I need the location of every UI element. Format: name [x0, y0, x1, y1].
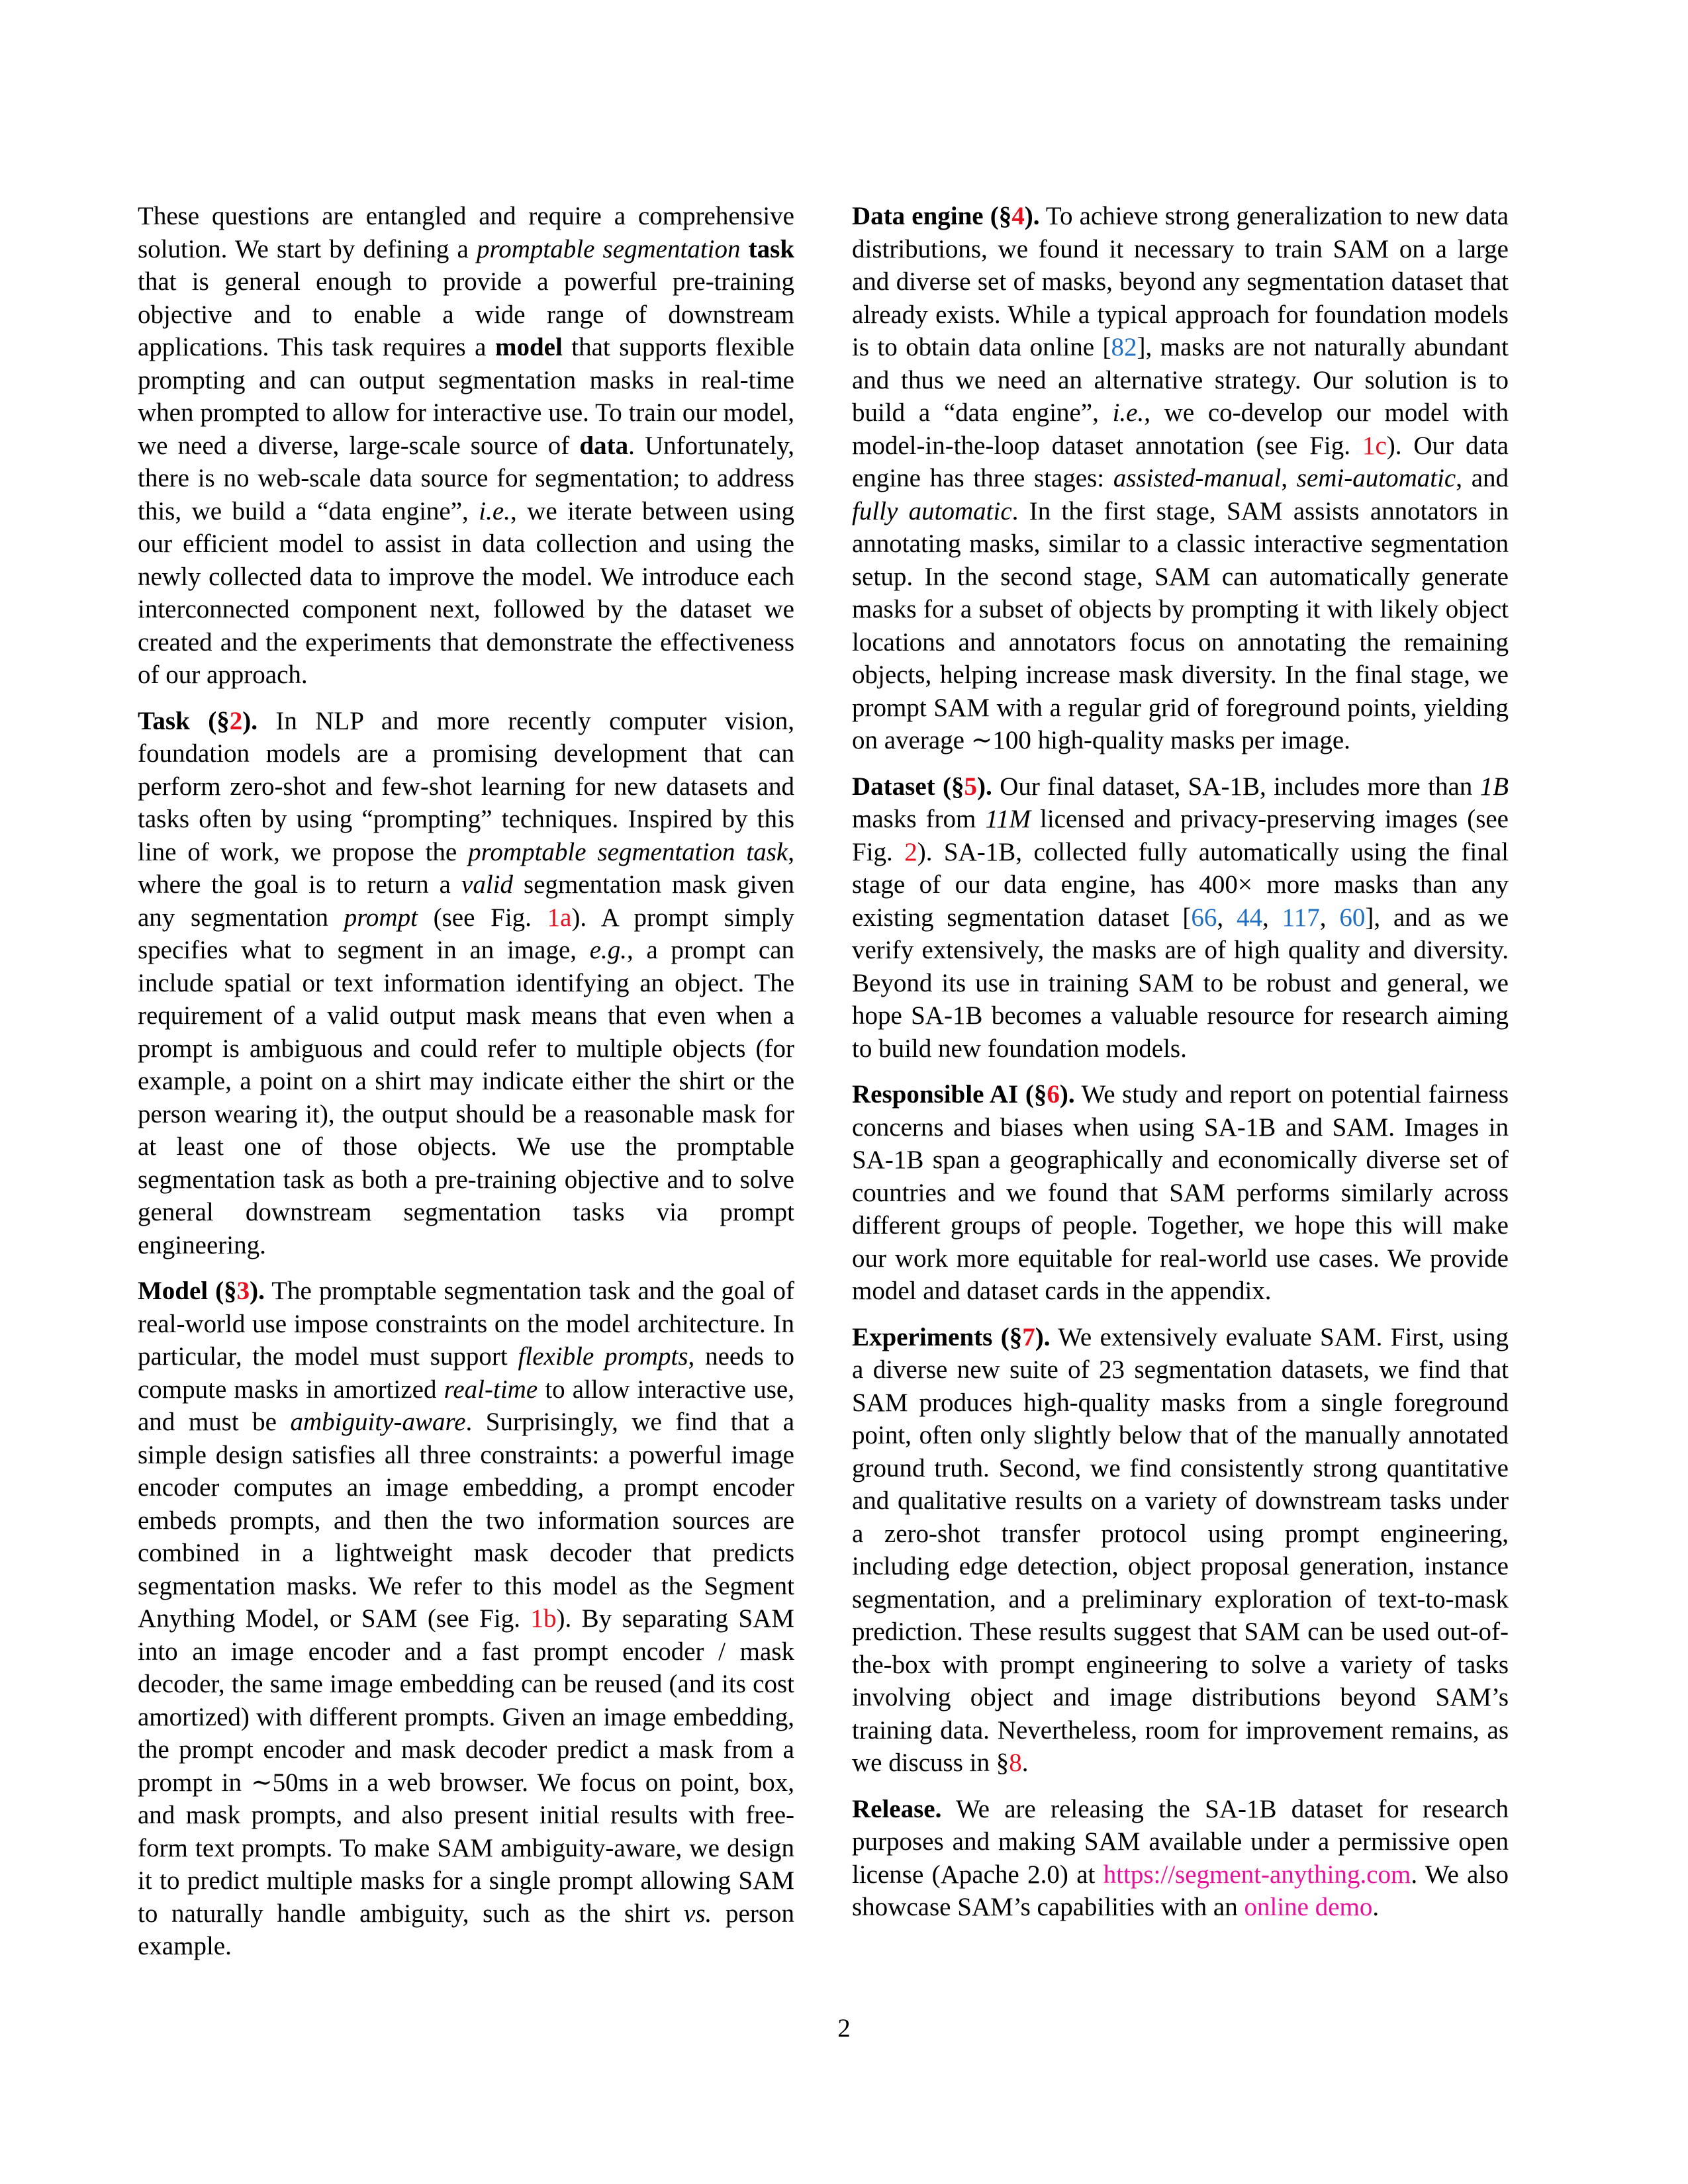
- responsible-ai-heading: Responsible AI (§6).: [852, 1080, 1075, 1109]
- section-ref-link[interactable]: 3: [236, 1277, 250, 1305]
- section-ref-link[interactable]: 8: [1009, 1749, 1022, 1777]
- citation-link[interactable]: 60: [1339, 903, 1366, 932]
- left-column: [138, 200, 794, 1963]
- responsible-ai-paragraph: Responsible AI (§6). We study and report on potential fairness concerns and biases when using SA-1B and SAM. Images in SA-1B span a geographically and economically diverse set of countries and we found that SAM performs similarly across different groups of people. Together, we hope this will make our work more equitable for real-world use cases. We provide model and dataset cards in the appendix.: [852, 1080, 1509, 1305]
- page-number: 2: [837, 2014, 851, 2042]
- figure-ref-link[interactable]: 1a: [547, 903, 572, 932]
- task-paragraph: Task (§2). In NLP and more recently computer vision, foundation models are a promising development that can perform zero-shot and few-shot learning for new datasets and tasks often by using “prompting” techniques. Inspired by this line of work, we propose the promptable segmentation task, where the goal is to return a valid segmentation mask given any segmentation prompt (see Fig. 1a). A prompt simply specifies what to segment in an image, e.g., a prompt can include spatial or text information identifying an object. The requirement of a valid output mask means that even when a prompt is ambiguous and could refer to multiple objects (for example, a point on a shirt may indicate either the shirt or the person wearing it), the output should be a reasonable mask for at least one of those objects. We use the promptable segmentation task as both a pre-training objective and to solve general downstream segmentation tasks via prompt engineering.: [138, 706, 795, 1259]
- citation-link[interactable]: 117: [1282, 903, 1320, 932]
- figure-ref-link[interactable]: 1b: [530, 1604, 557, 1633]
- figure-ref-link[interactable]: 2: [904, 837, 917, 866]
- experiments-paragraph: Experiments (§7). We extensively evaluate SAM. First, using a diverse new suite of 23 segmentation datasets, we find that SAM produces high-quality masks from a single foreground point, often only slightly below that of the manually annotated ground truth. Second, we find consistently strong quantitative and qualitative results on a variety of downstream tasks under a zero-shot transfer protocol using prompt engineering, including edge detection, object proposal generation, instance segmentation, and a preliminary exploration of text-to-mask prediction. These results suggest that SAM can be used out-of-the-box with prompt engineering to solve a variety of tasks involving object and image distributions beyond SAM’s training data. Nevertheless, room for improvement remains, as we discuss in §8.: [852, 1322, 1509, 1777]
- citation-link[interactable]: 44: [1237, 903, 1263, 932]
- online-demo-link[interactable]: online demo: [1244, 1893, 1373, 1921]
- figure-ref-link[interactable]: 1c: [1362, 431, 1387, 460]
- intro-paragraph: These questions are entangled and require a comprehensive solution. We start by defining a promptable segmentation task that is general enough to provide a powerful pre-training objective and to enable a wide range of downstream applications. This task requires a model that supports flexible prompting and can output segmentation masks in real-time when prompted to allow for interactive use. To train our model, we need a diverse, large-scale source of data. Unfortunately, there is no web-scale data source for segmentation; to address this, we build a “data engine”, i.e., we iterate between using our efficient model to assist in data collection and using the newly collected data to improve the model. We introduce each interconnected component next, followed by the dataset we created and the experiments that demonstrate the effectiveness of our approach.: [138, 202, 795, 689]
- dataset-paragraph: Dataset (§5). Our final dataset, SA-1B, includes more than 1B masks from 11M licensed and privacy-preserving images (see Fig. 2). SA-1B, collected fully automatically using the final stage of our data engine, has 400× more masks than any existing segmentation dataset [66, 44, 117, 60], and as we verify extensively, the masks are of high quality and diversity. Beyond its use in training SAM to be robust and general, we hope SA-1B becomes a valuable resource for research aiming to build new foundation models.: [852, 772, 1509, 1063]
- release-paragraph: Release. We are releasing the SA-1B dataset for research purposes and making SAM available under a permissive open license (Apache 2.0) at https://segment-anything.com. We also showcase SAM’s capabilities with an online demo.: [852, 1794, 1509, 1921]
- data-engine-paragraph: Data engine (§4). To achieve strong generalization to new data distributions, we found it necessary to train SAM on a large and diverse set of masks, beyond any segmentation dataset that already exists. While a typical approach for foundation models is to obtain data online [82], masks are not naturally abundant and thus we need an alternative strategy. Our solution is to build a “data engine”, i.e., we co-develop our model with model-in-the-loop dataset annotation (see Fig. 1c). Our data engine has three stages: assisted-manual, semi-automatic, and fully automatic. In the first stage, SAM assists annotators in annotating masks, similar to a classic interactive segmentation setup. In the second stage, SAM can automatically generate masks for a subset of objects by prompting it with likely object locations and annotators focus on annotating the remaining objects, helping increase mask diversity. In the final stage, we prompt SAM with a regular grid of foreground points, yielding on average ∼100 high-quality masks per image.: [852, 202, 1509, 754]
- section-ref-link[interactable]: 5: [964, 772, 978, 801]
- section-ref-link[interactable]: 7: [1022, 1322, 1035, 1351]
- section-ref-link[interactable]: 2: [229, 706, 243, 735]
- task-heading: Task (§2).: [138, 706, 258, 735]
- experiments-heading: Experiments (§7).: [852, 1322, 1051, 1351]
- citation-link[interactable]: 82: [1111, 333, 1137, 361]
- model-paragraph: Model (§3). The promptable segmentation task and the goal of real-world use impose constraints on the model architecture. In particular, the model must support flexible prompts, needs to compute masks in amortized real-time to allow interactive use, and must be ambiguity-aware. Surprisingly, we find that a simple design satisfies all three constraints: a powerful image encoder computes an image embedding, a prompt encoder embeds prompts, and then the two information sources are combined in a lightweight mask decoder that predicts segmentation masks. We refer to this model as the Segment Anything Model, or SAM (see Fig. 1b). By separating SAM into an image encoder and a fast prompt encoder / mask decoder, the same image embedding can be reused (and its cost amortized) with different prompts. Given an image embedding, the prompt encoder and mask decoder predict a mask from a prompt in ∼50ms in a web browser. We focus on point, box, and mask prompts, and also present initial results with free-form text prompts. To make SAM ambiguity-aware, we design it to predict multiple masks for a single prompt allowing SAM to naturally handle ambiguity, such as the shirt vs. person example.: [138, 1277, 795, 1960]
- section-ref-link[interactable]: 6: [1047, 1080, 1060, 1109]
- citation-link[interactable]: 66: [1191, 903, 1217, 932]
- project-website-link[interactable]: https://segment-anything.com: [1103, 1860, 1411, 1889]
- section-ref-link[interactable]: 4: [1011, 202, 1025, 230]
- model-heading: Model (§3).: [138, 1277, 265, 1305]
- dataset-heading: Dataset (§5).: [852, 772, 992, 801]
- right-column: [852, 200, 1509, 1924]
- data-engine-heading: Data engine (§4).: [852, 202, 1040, 230]
- release-heading: Release.: [852, 1794, 942, 1823]
